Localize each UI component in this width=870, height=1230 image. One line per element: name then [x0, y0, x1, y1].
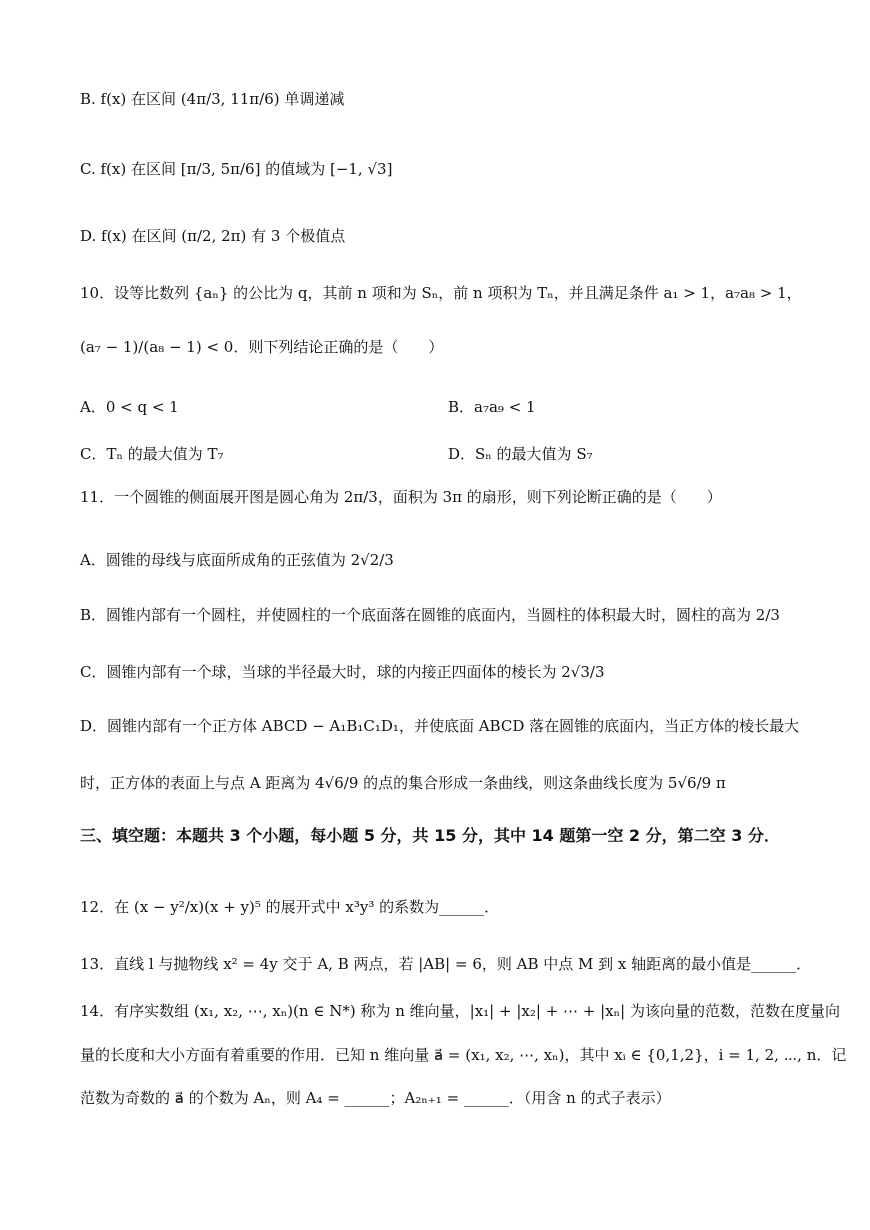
question-10-stem-line-2: (a₇ − 1)/(a₈ − 1) < 0．则下列结论正确的是（ ）: [80, 338, 444, 356]
option-11d-line-2: 时，正方体的表面上与点 A 距离为 4√6/9 的点的集合形成一条曲线，则这条曲线长度为 5√6/9 π: [80, 774, 726, 792]
option-11d-line-1: D．圆锥内部有一个正方体 ABCD − A₁B₁C₁D₁，并使底面 ABCD 落在圆锥的底面内，当正方体的棱长最大: [80, 717, 800, 735]
question-13: 13．直线 l 与抛物线 x² = 4y 交于 A, B 两点，若 |AB| = 6，则 AB 中点 M 到 x 轴距离的最小值是______．: [80, 955, 812, 973]
option-11c: C．圆锥内部有一个球，当球的半径最大时，球的内接正四面体的棱长为 2√3/3: [80, 663, 605, 681]
option-10b: B．a₇a₉ < 1: [448, 398, 536, 416]
section-3-heading: 三、填空题：本题共 3 个小题，每小题 5 分，共 15 分，其中 14 题第一空 2 分，第二空 3 分．: [80, 826, 780, 845]
question-14-line-1: 14．有序实数组 (x₁, x₂, ⋯, xₙ)(n ∈ N*) 称为 n 维向量，|x₁| + |x₂| + ⋯ + |xₙ| 为该向量的范数，范数在度量向: [80, 1002, 840, 1020]
option-9b: B. f(x) 在区间 (4π/3, 11π/6) 单调递减: [80, 90, 345, 108]
question-14-line-3: 范数为奇数的 a⃗ 的个数为 Aₙ，则 A₄ = ______；A₂ₙ₊₁ = ______．（用含 n 的式子表示）: [80, 1089, 671, 1107]
option-11a: A．圆锥的母线与底面所成角的正弦值为 2√2/3: [80, 551, 394, 569]
option-10d: D．Sₙ 的最大值为 S₇: [448, 445, 593, 463]
question-10-stem-line-1: 10．设等比数列 {aₙ} 的公比为 q，其前 n 项和为 Sₙ，前 n 项积为 Tₙ，并且满足条件 a₁ > 1，a₇a₈ > 1，: [80, 284, 802, 302]
question-11-stem: 11．一个圆锥的侧面展开图是圆心角为 2π/3，面积为 3π 的扇形，则下列论断正确的是（ ）: [80, 488, 722, 506]
question-14-line-2: 量的长度和大小方面有着重要的作用．已知 n 维向量 a⃗ = (x₁, x₂, ⋯, xₙ)，其中 xᵢ ∈ {0,1,2}，i = 1, 2, ⋯, n．记: [80, 1046, 847, 1064]
question-12: 12．在 (x − y²/x)(x + y)⁵ 的展开式中 x³y³ 的系数为______．: [80, 898, 500, 916]
option-9c: C. f(x) 在区间 [π/3, 5π/6] 的值域为 [−1, √3]: [80, 160, 393, 178]
option-9d: D. f(x) 在区间 (π/2, 2π) 有 3 个极值点: [80, 227, 346, 245]
option-10c: C．Tₙ 的最大值为 T₇: [80, 445, 224, 463]
option-10a: A．0 < q < 1: [80, 398, 179, 416]
option-11b: B．圆锥内部有一个圆柱，并使圆柱的一个底面落在圆锥的底面内，当圆柱的体积最大时，圆柱的高为 2/3: [80, 606, 780, 624]
